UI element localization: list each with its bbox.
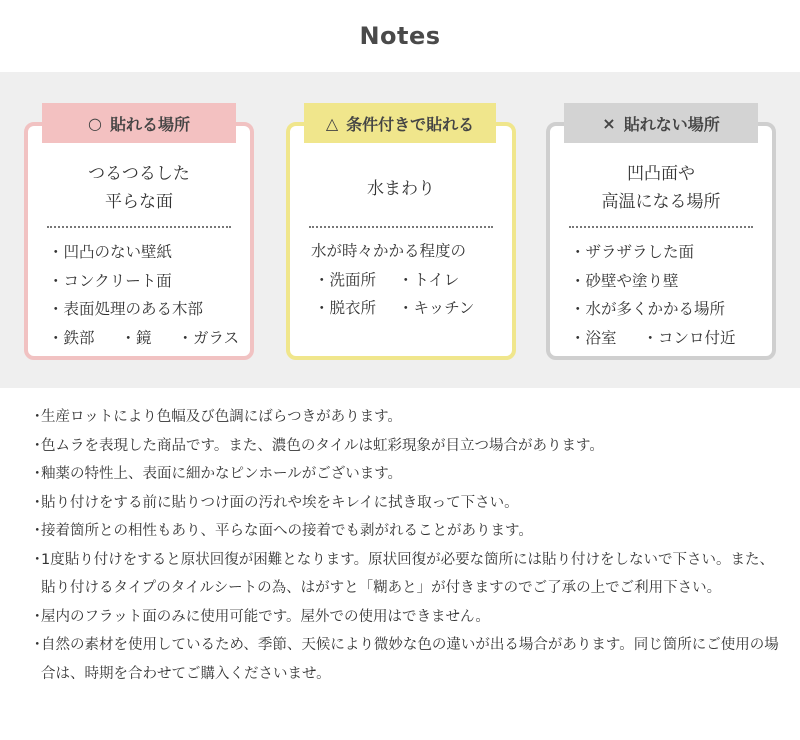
label-can-apply <box>42 103 236 143</box>
label-text: 貼れる場所 <box>109 114 190 134</box>
triangle-icon: △ <box>325 113 339 133</box>
list-item: ・水が多くかかる場所 <box>570 300 726 318</box>
dotted-divider <box>309 226 493 228</box>
card-cannot-apply <box>546 122 776 360</box>
list-item: ・浴室 <box>570 328 617 347</box>
item-list <box>570 238 762 352</box>
list-item: ・鏡 <box>120 328 152 347</box>
label-text: 条件付きで貼れる <box>346 114 475 134</box>
card-headline <box>28 160 250 216</box>
cross-icon: × <box>602 113 616 133</box>
headline-line: 高温になる場所 <box>601 192 721 212</box>
notes-list <box>30 403 785 688</box>
list-item: ・ザラザラした面 <box>570 243 695 261</box>
list-item: ・脱衣所 <box>314 299 377 317</box>
note-text: 色ムラを表現した商品です。また、濃色のタイルは虹彩現象が目立つ場合があります。 <box>41 437 604 454</box>
list-item: ・コンクリート面 <box>48 271 172 290</box>
note-item <box>30 432 785 461</box>
note-item <box>30 631 785 688</box>
note-text: 生産ロットにより色幅及び色調にばらつきがあります。 <box>41 409 402 425</box>
dotted-divider <box>47 226 231 228</box>
card-headline: 水まわり <box>367 179 435 199</box>
label-text: 貼れない場所 <box>623 114 720 134</box>
list-row <box>311 266 502 295</box>
note-item <box>30 489 785 518</box>
list-row <box>570 324 762 353</box>
note-item <box>30 403 785 432</box>
headline-line: 凹凸面や <box>627 164 695 184</box>
headline-line: 平らな面 <box>105 192 173 212</box>
label-cannot-apply <box>564 103 758 143</box>
note-text: 接着箇所との相性もあり、平らな面への接着でも剥がれることがあります。 <box>41 523 533 539</box>
circle-icon: ○ <box>88 113 102 133</box>
note-item <box>30 603 785 632</box>
note-text: 屋内のフラット面のみに使用可能です。屋外での使用はできません。 <box>41 608 490 625</box>
dotted-divider <box>569 226 753 228</box>
label-conditional <box>304 103 496 143</box>
card-conditional <box>286 122 516 360</box>
list-item: ・ガラス <box>177 328 240 347</box>
item-list <box>48 238 240 352</box>
headline-line: つるつるした <box>88 164 190 184</box>
card-can-apply <box>24 122 254 360</box>
list-item: ・洗面所 <box>314 270 377 289</box>
list-item: ・コンロ付近 <box>642 328 736 347</box>
list-item: ・キッチン <box>398 299 475 317</box>
item-list <box>311 237 502 323</box>
list-item: ・表面処理のある木部 <box>48 300 204 318</box>
list-item: ・鉄部 <box>48 328 95 347</box>
list-item: ・砂壁や塗り壁 <box>570 271 679 290</box>
card-headline <box>550 160 772 216</box>
note-text: 自然の素材を使用しているため、季節、天候により微妙な色の違いが出る場合があります。同じ箇所にご使用の場合は、時期を合わせてご購入くださいませ。 <box>41 637 779 682</box>
note-text: 釉薬の特性上、表面に細かなピンホールがございます。 <box>41 466 403 482</box>
list-row <box>311 294 502 323</box>
note-item <box>30 546 785 603</box>
list-item: ・凹凸のない壁紙 <box>48 243 173 261</box>
list-item: ・トイレ <box>398 270 460 289</box>
list-row <box>48 324 240 353</box>
note-item <box>30 460 785 489</box>
note-text: 貼り付けをする前に貼りつけ面の汚れや埃をキレイに拭き取って下さい。 <box>41 494 519 511</box>
list-intro: 水が時々かかる程度の <box>311 242 467 260</box>
note-item <box>30 517 785 546</box>
note-text: 1度貼り付けをすると原状回復が困難となります。原状回復が必要な箇所には貼り付けをしないで下さい。また、貼り付けるタイプのタイルシートの為、はがすと「糊あと」が付きますのでご了承の上でご利用下さい。 <box>41 551 775 596</box>
page-title: Notes <box>359 22 441 50</box>
